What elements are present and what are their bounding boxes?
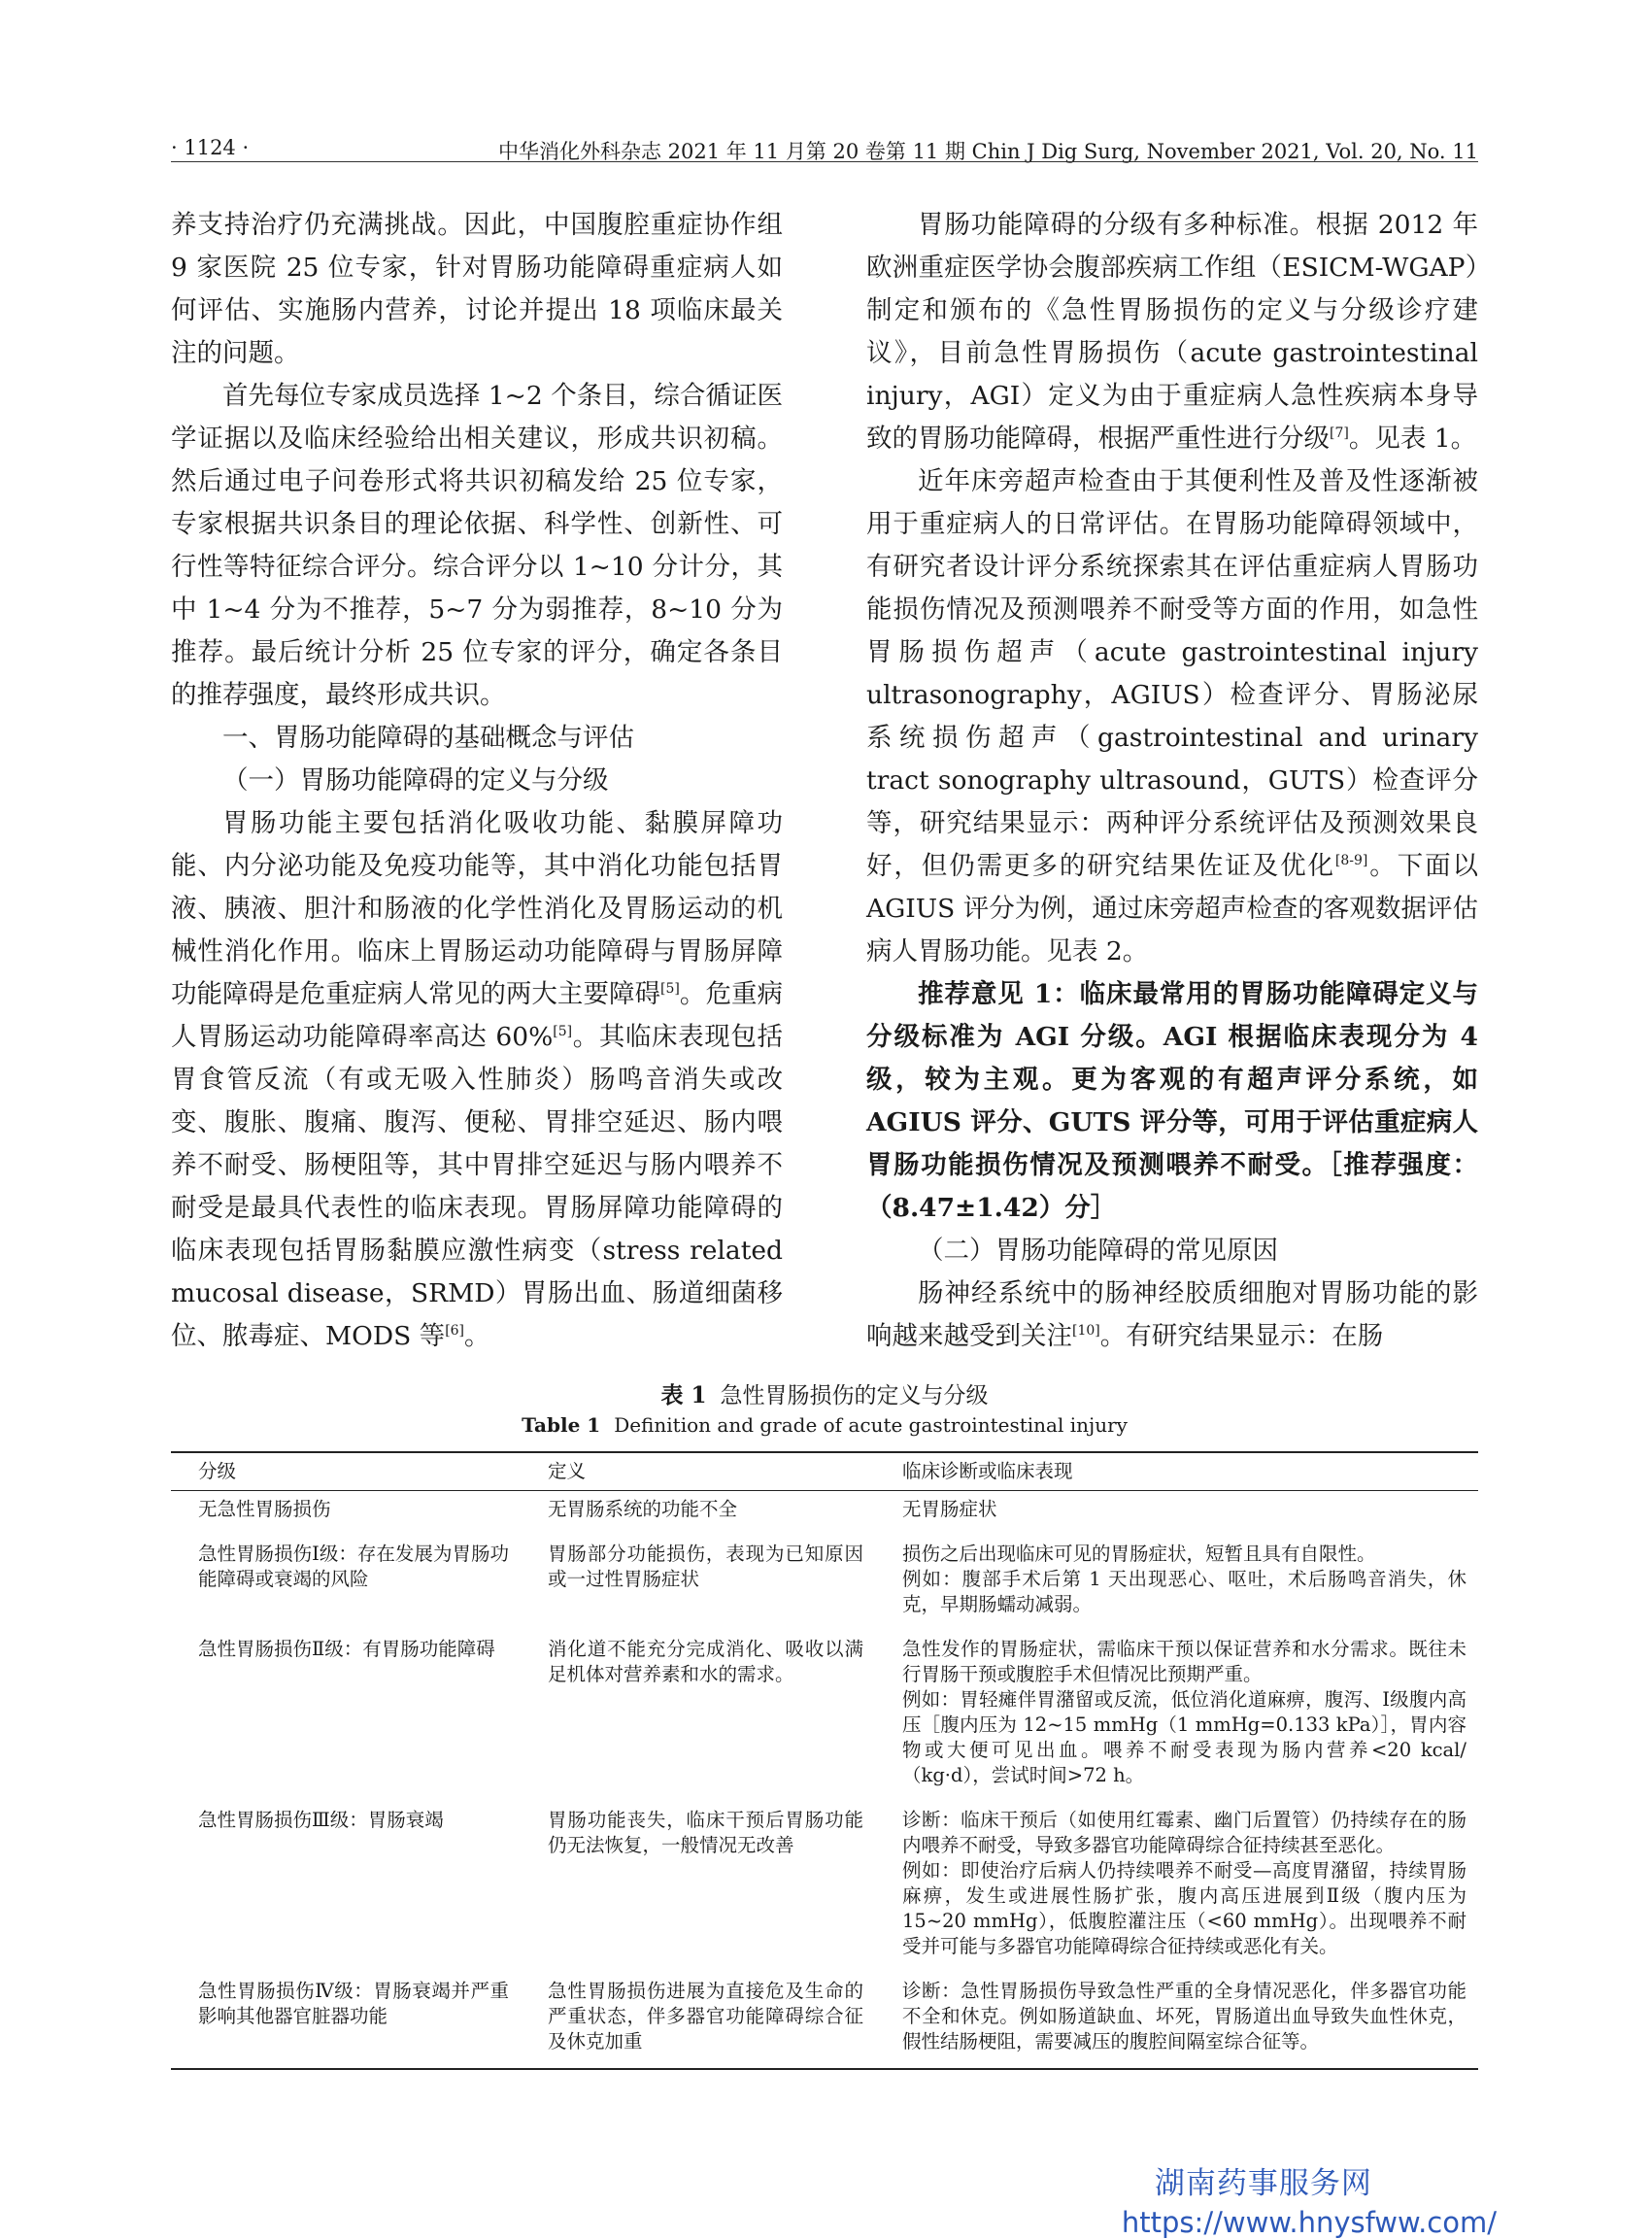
- table-header-row: [171, 1452, 1478, 1491]
- paragraph: 首先每位专家成员选择 1~2 个条目，综合循证医学证据以及临床经验给出相关建议，形成共识初稿。然后通过电子问卷形式将共识初稿发给 25 位专家，专家根据共识条目的理论依据、科学性、创新性、可行性等特征综合评分。综合评分以 1~10 分计分，其中 1~4 分为不推荐，5~7 分为弱推荐，8~10 分为推荐。最后统计分析 25 位专家的评分，确定各条目的推荐强度，最终形成共识。: [171, 381, 783, 710]
- clinical-cell: [875, 1802, 1478, 1973]
- cell-line: 急性发作的胃肠症状，需临床干预以保证营养和水分需求。既往未行胃肠干预或腹腔手术但情况比预期严重。: [902, 1638, 1467, 1685]
- cell-line: 诊断：急性胃肠损伤导致急性严重的全身情况恶化，伴多器官功能不全和休克。例如肠道缺血、坏死，胃肠道出血导致失血性休克，假性结肠梗阻，需要减压的腹腔间隔室综合征等。: [902, 1980, 1467, 2052]
- grade-cell: 无急性胃肠损伤: [198, 1498, 331, 1520]
- subsection-heading: （一）胃肠功能障碍的定义与分级: [222, 765, 609, 796]
- subsection-heading: （二）胃肠功能障碍的常见原因: [918, 1236, 1278, 1266]
- journal-running-head: 中华消化外科杂志 2021 年 11 月第 20 卷第 11 期 Chin J Dig Surg, November 2021, Vol. 20, No. 11: [497, 140, 1478, 163]
- text-run: 。危重病人胃肠运动功能障碍率高达 60%: [171, 979, 784, 1052]
- watermark: [1122, 2158, 1497, 2239]
- right-column: [866, 204, 1478, 1358]
- recommendation: 推荐意见 1：临床最常用的胃肠功能障碍定义与分级标准为 AGI 分级。AGI 根据临床表现分为 4 级，较为主观。更为客观的有超声评分系统，如 AGIUS 评分、GUTS 评分等，可用于评估重症病人胃肠功能损伤情况及预测喂养不耐受。［推荐强度：（8.47±1.42）分］: [866, 979, 1478, 1223]
- text-run: 胃肠功能主要包括消化吸收功能、黏膜屏障功能、内分泌功能及免疫功能等，其中消化功能包括胃液、胰液、胆汁和肠液的化学性消化及胃肠运动的机械性消化作用。临床上胃肠运动功能障碍与胃肠屏障功能障碍是危重症病人常见的两大主要障碍: [171, 808, 783, 1009]
- table-label: 表 1: [660, 1382, 707, 1408]
- column-header: 分级: [171, 1452, 521, 1491]
- table-row: [171, 1491, 1478, 1537]
- clinical-cell: [875, 1491, 1478, 1537]
- citation: [5]: [660, 981, 680, 998]
- definition-cell: 消化道不能充分完成消化、吸收以满足机体对营养素和水的需求。: [548, 1638, 863, 1685]
- cell-line: 损伤之后出现临床可见的胃肠症状，短暂且具有自限性。: [902, 1543, 1376, 1565]
- paragraph: [171, 802, 783, 1358]
- table-title: Definition and grade of acute gastrointestinal injury: [614, 1413, 1128, 1437]
- table-row: [171, 1536, 1478, 1631]
- text-run: 。见表 1。: [1348, 424, 1477, 454]
- cell-line: 例如：胃轻瘫伴胃潴留或反流，低位消化道麻痹，腹泻、Ⅰ级腹内高压［腹内压为 12~15 mmHg（1 mmHg=0.133 kPa）］，胃内容物或大便可见出血。喂养不耐受表现为肠内营养<20 kcal/（kg·d），尝试时间>72 h。: [902, 1688, 1467, 1786]
- section-heading: 一、胃肠功能障碍的基础概念与评估: [222, 723, 634, 753]
- agi-table: [171, 1451, 1478, 2070]
- page-number: · 1124 ·: [171, 136, 250, 159]
- cell-line: 例如：腹部手术后第 1 天出现恶心、呕吐，术后肠鸣音消失，休克，早期肠蠕动减弱。: [902, 1568, 1467, 1615]
- left-column: [171, 204, 783, 1358]
- paragraph: [866, 204, 1478, 460]
- citation: [8-9]: [1334, 853, 1368, 869]
- grade-cell: 急性胃肠损伤Ⅲ级：胃肠衰竭: [198, 1809, 444, 1831]
- cell-line: 无胃肠症状: [902, 1498, 997, 1520]
- definition-cell: 急性胃肠损伤进展为直接危及生命的严重状态，伴多器官功能障碍综合征及休克加重: [521, 1973, 875, 2069]
- text-run: 肠神经系统中的肠神经胶质细胞对胃肠功能的影响越来越受到关注: [866, 1278, 1478, 1351]
- text-run: 。其临床表现包括胃食管反流（有或无吸入性肺炎）肠鸣音消失或改变、腹胀、腹痛、腹泻、便秘、胃排空延迟、肠内喂养不耐受、肠梗阻等，其中胃排空延迟与肠内喂养不耐受是最具代表性的临床表现。胃肠屏障功能障碍的临床表现包括胃肠黏膜应激性病变（stress related mucosal disease，SRMD）胃肠出血、肠道细菌移位、脓毒症、MODS 等: [171, 1022, 783, 1351]
- table-label: Table 1: [522, 1413, 601, 1437]
- table-row: [171, 1631, 1478, 1802]
- clinical-cell: [875, 1536, 1478, 1631]
- citation: [7]: [1330, 425, 1349, 442]
- cell-line: 例如：即使治疗后病人仍持续喂养不耐受—高度胃潴留，持续胃肠麻痹，发生或进展性肠扩张，腹内高压进展到Ⅱ级（腹内压为 15~20 mmHg），低腹腔灌注压（<60 mmHg）。出现喂养不耐受并可能与多器官功能障碍综合征持续或恶化有关。: [902, 1859, 1467, 1957]
- table-caption-en: [171, 1413, 1478, 1437]
- cell-line: 诊断：临床干预后（如使用红霉素、幽门后置管）仍持续存在的肠内喂养不耐受，导致多器官功能障碍综合征持续甚至恶化。: [902, 1809, 1467, 1856]
- text-run: 。下面以 AGIUS 评分为例，通过床旁超声检查的客观数据评估病人胃肠功能。见表 2。: [866, 851, 1478, 967]
- watermark-site-name: 湖南药事服务网: [1154, 2166, 1372, 2201]
- column-header: 临床诊断或临床表现: [875, 1452, 1478, 1491]
- grade-cell: 急性胃肠损伤Ⅳ级：胃肠衰竭并严重影响其他器官脏器功能: [171, 1973, 521, 2069]
- definition-cell: 胃肠部分功能损伤，表现为已知原因或一过性胃肠症状: [548, 1543, 863, 1590]
- definition-cell: 胃肠功能丧失，临床干预后胃肠功能仍无法恢复，一般情况无改善: [548, 1809, 863, 1856]
- citation: [10]: [1072, 1323, 1100, 1340]
- text-run: 近年床旁超声检查由于其便利性及普及性逐渐被用于重症病人的日常评估。在胃肠功能障碍领域中，有研究者设计评分系统探索其在评估重症病人胃肠功能损伤情况及预测喂养不耐受等方面的作用，如急性胃肠损伤超声（acute gastrointestinal injury ultrasonography，AGIUS）检查评分、胃肠泌尿系统损伤超声（gastrointestinal and urinary tract sonography ultrasound，GUTS）检查评分等，研究结果显示：两种评分系统评估及预测效果良好，但仍需更多的研究结果佐证及优化: [866, 466, 1478, 881]
- column-header: 定义: [521, 1452, 875, 1491]
- clinical-cell: [875, 1631, 1478, 1802]
- header-rule: [171, 161, 1478, 162]
- table-caption-cn: [171, 1377, 1478, 1409]
- grade-cell: 急性胃肠损伤Ⅰ级：存在发展为胃肠功能障碍或衰竭的风险: [198, 1543, 509, 1590]
- clinical-cell: [875, 1973, 1478, 2069]
- paragraph: 养支持治疗仍充满挑战。因此，中国腹腔重症协作组 9 家医院 25 位专家，针对胃肠功能障碍重症病人如何评估、实施肠内营养，讨论并提出 18 项临床最关注的问题。: [171, 210, 783, 368]
- watermark-url: https://www.hnysfww.com/: [1121, 2206, 1497, 2239]
- text-run: 。有研究结果显示：在肠: [1099, 1321, 1384, 1351]
- table-title: 急性胃肠损伤的定义与分级: [720, 1383, 989, 1408]
- table-row: [171, 1973, 1478, 2069]
- paragraph: [866, 460, 1478, 973]
- table-row: [171, 1802, 1478, 1973]
- citation: [5]: [553, 1024, 573, 1040]
- text-run: 胃肠功能障碍的分级有多种标准。根据 2012 年欧洲重症医学协会腹部疾病工作组（ESICM-WGAP）制定和颁布的《急性胃肠损伤的定义与分级诊疗建议》，目前急性胃肠损伤（acute gastrointestinal injury，AGI）定义为由于重症病人急性疾病本身导致的胃肠功能障碍，根据严重性进行分级: [866, 210, 1478, 454]
- paragraph: [866, 1272, 1478, 1358]
- text-run: 。: [464, 1321, 490, 1351]
- definition-cell: 无胃肠系统的功能不全: [548, 1498, 738, 1520]
- grade-cell: 急性胃肠损伤Ⅱ级：有胃肠功能障碍: [198, 1638, 495, 1660]
- citation: [6]: [445, 1323, 465, 1340]
